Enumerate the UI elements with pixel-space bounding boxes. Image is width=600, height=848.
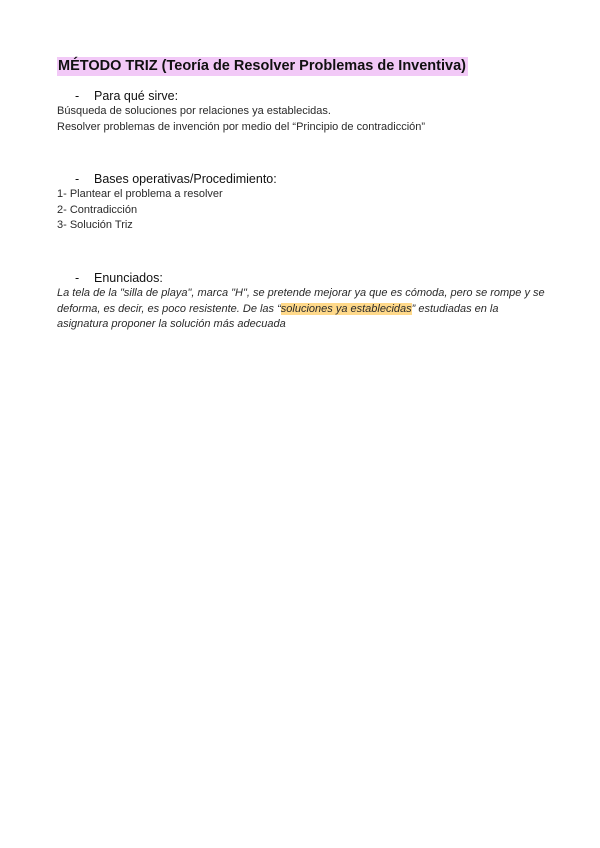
body-line: Resolver problemas de invención por medio del “Principio de contradicción”: [57, 120, 426, 133]
list-item: 2- Contradicción: [57, 203, 138, 216]
heading-text: Bases operativas/Procedimiento:: [94, 172, 277, 186]
page-title: MÉTODO TRIZ (Teoría de Resolver Problemas de Inventiva): [58, 58, 466, 74]
bullet-dash: -: [75, 89, 80, 103]
statement-text-end: ” estudiadas en la asignatura proponer la solución más adecuada: [57, 302, 499, 330]
section-para-que-sirve: [57, 88, 557, 135]
statement-text: La tela de la "silla de playa", marca "H", se pretende mejorar ya que es cómoda, pero se rompe y se deforma, es decir, es poco resistente. De las “: [57, 287, 545, 315]
heading-text: Enunciados:: [94, 271, 163, 285]
bullet-dash: -: [75, 271, 80, 285]
statement-paragraph: [57, 286, 547, 333]
heading-text: Para qué sirve:: [94, 89, 179, 103]
list-item: 1- Plantear el problema a resolver: [57, 188, 223, 200]
body-line: Búsqueda de soluciones por relaciones ya establecidas.: [57, 105, 331, 117]
section-enunciados: [57, 270, 547, 333]
highlighted-text: soluciones ya establecidas: [280, 302, 412, 315]
list-item: 3- Solución Triz: [57, 219, 133, 231]
section-bases-operativas: [57, 171, 557, 234]
section-heading: [57, 171, 557, 187]
section-heading: [57, 270, 547, 286]
bullet-dash: -: [75, 172, 80, 186]
section-heading: [57, 88, 557, 104]
